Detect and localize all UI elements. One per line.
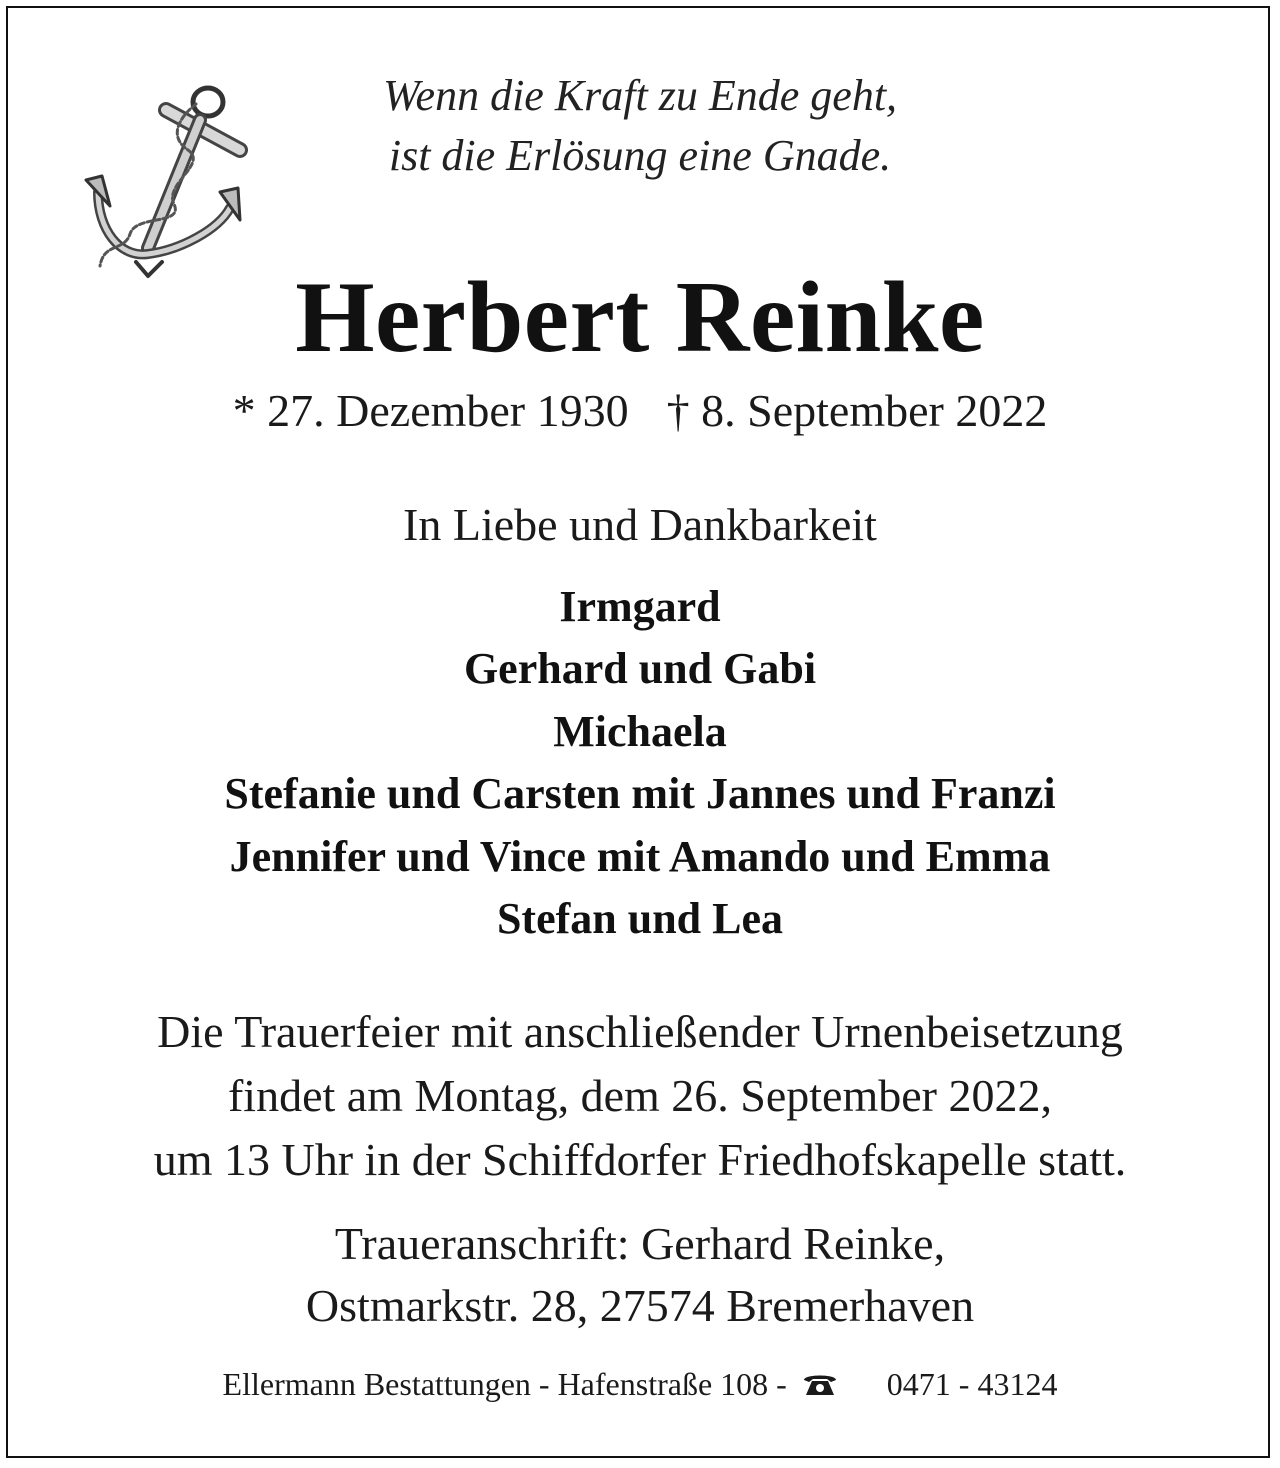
motto [290, 66, 990, 186]
address-line: Ostmarkstr. 28, 27574 Bremerhaven [305, 1280, 975, 1331]
family-member: Gerhard und Gabi [463, 644, 817, 694]
family-member: Stefan und Lea [496, 894, 784, 944]
service-line: findet am Montag, dem 26. September 2022, [227, 1070, 1052, 1121]
service-line: Die Trauerfeier mit anschließender Urnenbeisetzung [157, 1006, 1123, 1057]
life-dates [0, 383, 1280, 439]
family-member: Jennifer und Vince mit Amando und Emma [229, 831, 1051, 881]
phone-number: 0471 - 43124 [886, 1366, 1058, 1402]
family-member: Michaela [553, 706, 727, 756]
family-member: Stefanie und Carsten mit Jannes und Franzi [224, 769, 1056, 819]
birth-date: * 27. Dezember 1930 [232, 385, 629, 436]
family-list [0, 576, 1280, 950]
motto-line: Wenn die Kraft zu Ende geht, [382, 71, 898, 120]
telephone-icon [801, 1371, 839, 1397]
service-info [0, 1000, 1280, 1192]
intro-text: In Liebe und Dankbarkeit [403, 499, 877, 550]
service-line: um 13 Uhr in der Schiffdorfer Friedhofskapelle statt. [153, 1134, 1127, 1185]
footer [0, 1362, 1280, 1406]
mourning-address [0, 1213, 1280, 1337]
deceased-name: Herbert Reinke [295, 261, 985, 374]
motto-line: ist die Erlösung eine Gnade. [388, 131, 892, 180]
family-member: Irmgard [559, 582, 721, 631]
address-line: Traueranschrift: Gerhard Reinke, [334, 1218, 946, 1269]
undertaker-info: Ellermann Bestattungen - Hafenstraße 108 - [222, 1366, 787, 1402]
anchor-icon [80, 80, 250, 285]
death-date: † 8. September 2022 [666, 385, 1048, 436]
